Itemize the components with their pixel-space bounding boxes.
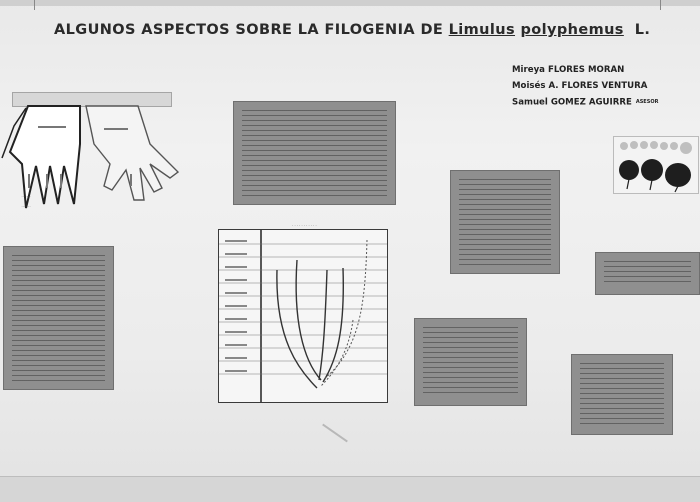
pin	[660, 0, 667, 10]
title-text: ALGUNOS ASPECTOS SOBRE LA FILOGENIA DE	[54, 22, 444, 38]
species-genus: Limulus	[448, 22, 516, 38]
author-name: Moisés A. FLORES VENTURA	[512, 81, 648, 91]
text-panel	[450, 170, 560, 274]
specimen-photo	[613, 136, 699, 194]
pin	[34, 0, 41, 10]
phylogeny-dashed-branches	[321, 240, 367, 386]
author-line	[512, 78, 658, 94]
board-top-edge	[0, 0, 700, 6]
phylogeny-chart	[218, 229, 388, 403]
author-list	[512, 62, 658, 111]
text-panel	[571, 354, 673, 435]
text-panel	[595, 252, 700, 295]
chart-row-labels	[225, 240, 247, 372]
poster-title	[54, 22, 650, 38]
hand-caption: ······· ·······	[21, 194, 31, 209]
board-bottom-strip	[0, 476, 700, 502]
text-panel	[233, 101, 396, 205]
text-panel	[3, 246, 114, 390]
text-panel	[414, 318, 527, 406]
author-line	[512, 62, 658, 78]
author-role: ASESOR	[635, 99, 659, 105]
species-name: polyphemus	[520, 22, 624, 38]
author-name: Samuel GOMEZ AGUIRRE	[512, 97, 632, 108]
chart-title-lettering: ···········	[292, 223, 318, 228]
board-mark	[322, 424, 348, 443]
author-line	[512, 94, 658, 111]
author-name: Mireya FLORES MORAN	[512, 65, 625, 75]
author-abbrev: L.	[634, 22, 651, 38]
phylogeny-branches	[277, 260, 343, 388]
